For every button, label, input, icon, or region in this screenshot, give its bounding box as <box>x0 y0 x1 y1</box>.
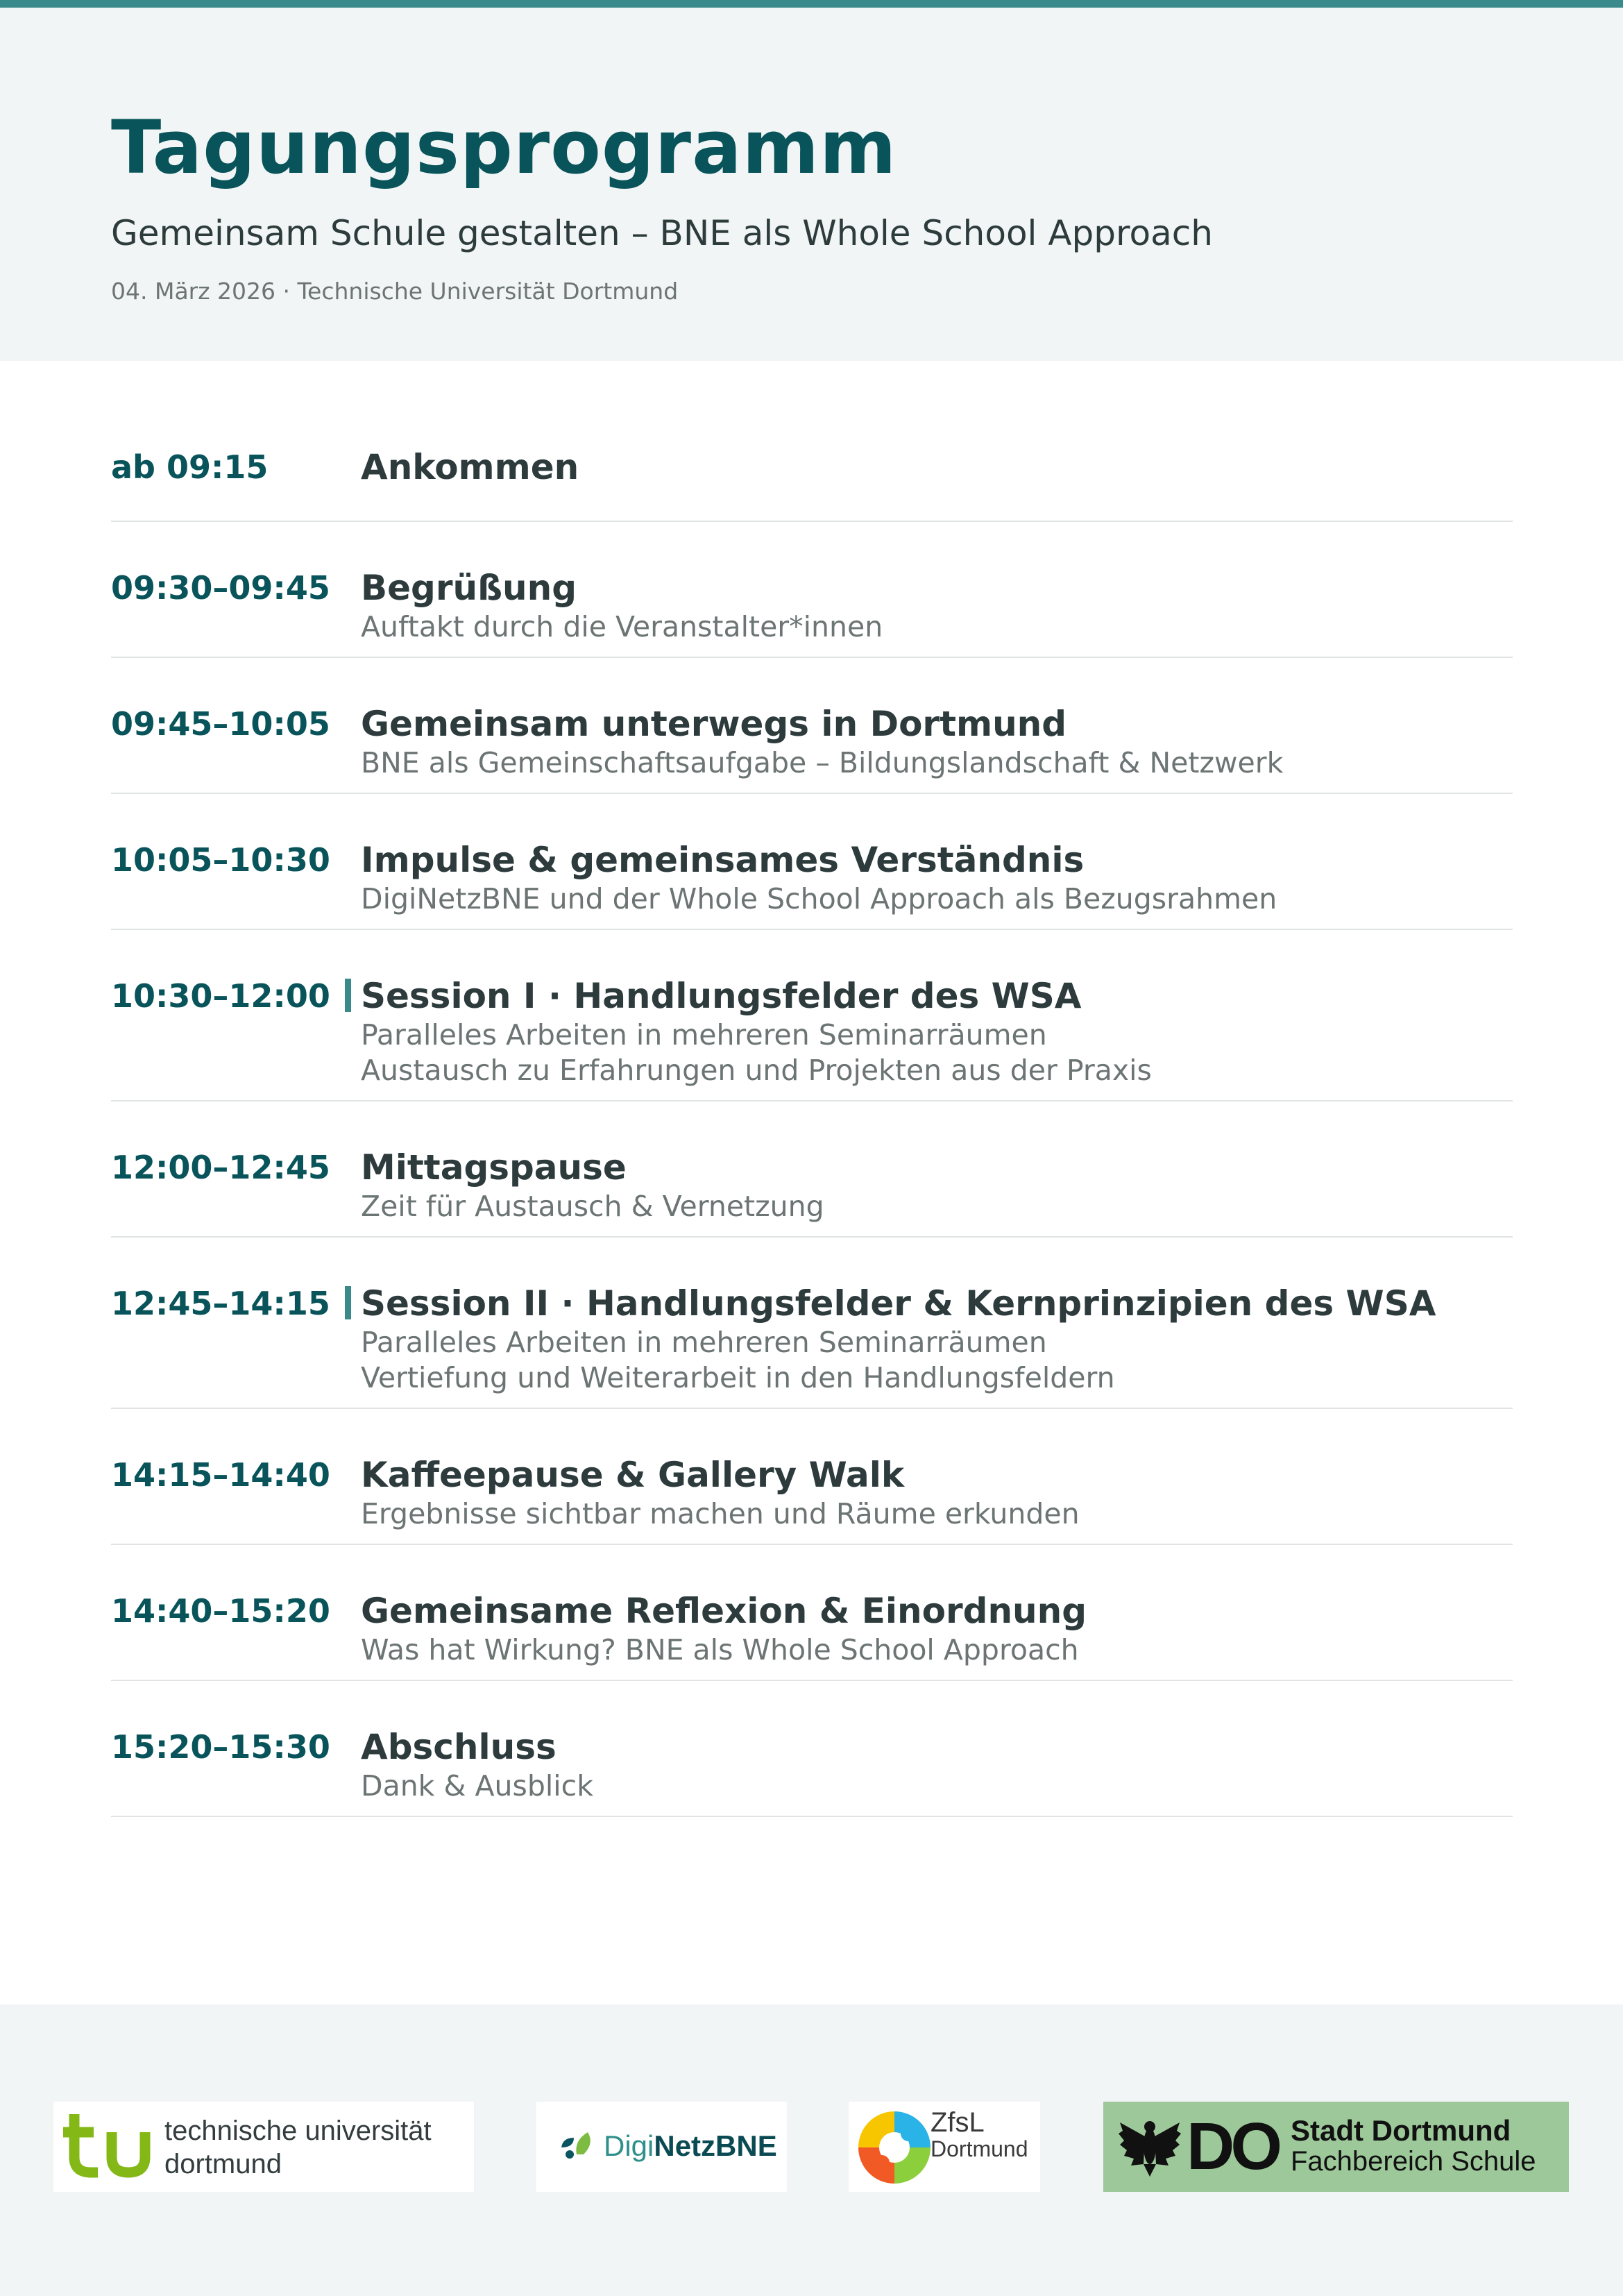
programme-time: ab 09:15 <box>111 448 269 486</box>
programme-row <box>111 658 1513 794</box>
session-accent-marker <box>345 979 351 1012</box>
programme-time: 09:30–09:45 <box>111 569 330 607</box>
programme-row <box>111 522 1513 658</box>
programme-title: Ankommen <box>361 447 579 487</box>
programme-description: Austausch zu Erfahrungen und Projekten aus der Praxis <box>361 1054 1152 1087</box>
programme-description: BNE als Gemeinschaftsaufgabe – Bildungslandschaft & Netzwerk <box>361 746 1284 779</box>
programme-description: Vertiefung und Weiterarbeit in den Handlungsfeldern <box>361 1361 1115 1394</box>
diginetz-wordmark <box>604 2129 777 2163</box>
diginetzbne-logo <box>536 2102 787 2192</box>
stadt-dortmund-logo <box>1103 2102 1569 2192</box>
programme-time: 10:05–10:30 <box>111 841 330 879</box>
stadt-logo-line2: Fachbereich Schule <box>1291 2146 1536 2177</box>
programme-title: Mittagspause <box>361 1147 627 1188</box>
programme-description: Paralleles Arbeiten in mehreren Seminarräumen <box>361 1326 1047 1359</box>
programme-time: 12:00–12:45 <box>111 1149 330 1186</box>
diginetz-leaf-icon <box>556 2122 604 2171</box>
zfsl-dortmund-logo <box>849 2102 1040 2192</box>
session-accent-marker <box>345 1286 351 1319</box>
tu-logo-mark-icon <box>60 2109 158 2185</box>
zfsl-logo-line2: Dortmund <box>931 2136 1028 2161</box>
zfsl-puzzle-icon <box>854 2106 935 2189</box>
programme-title: Gemeinsame Reflexion & Einordnung <box>361 1591 1087 1631</box>
programme-time: 14:40–15:20 <box>111 1592 330 1630</box>
programme-time: 15:20–15:30 <box>111 1728 330 1766</box>
programme-description: Auftakt durch die Veranstalter*innen <box>361 610 883 643</box>
page-subtitle: Gemeinsam Schule gestalten – BNE als Whole School Approach <box>111 213 1213 253</box>
tu-logo-line2: dortmund <box>164 2149 282 2179</box>
programme-time: 09:45–10:05 <box>111 705 330 743</box>
programme-title: Impulse & gemeinsames Verständnis <box>361 840 1085 880</box>
programme-content <box>361 1453 1513 1532</box>
programme-description: Ergebnisse sichtbar machen und Räume erkunden <box>361 1497 1080 1530</box>
zfsl-logo-line1: ZfsL <box>931 2107 985 2138</box>
programme-title: Session II · Handlungsfelder & Kernprinzipien des WSA <box>361 1283 1436 1324</box>
programme-time: 14:15–14:40 <box>111 1456 330 1494</box>
programme-row <box>111 1545 1513 1681</box>
programme-row <box>111 1238 1513 1409</box>
programme-title: Kaffeepause & Gallery Walk <box>361 1455 905 1495</box>
programme-time: 10:30–12:00 <box>111 977 330 1015</box>
programme-description: Paralleles Arbeiten in mehreren Seminarräumen <box>361 1018 1047 1052</box>
programme-title: Abschluss <box>361 1727 556 1767</box>
programme-content <box>361 702 1513 781</box>
programme-content <box>361 974 1513 1088</box>
page-title: Tagungsprogramm <box>111 105 897 190</box>
programme-content <box>361 1282 1513 1396</box>
eagle-crest-icon <box>1119 2116 1181 2178</box>
top-accent-bar <box>0 0 1623 8</box>
programme-time: 12:45–14:15 <box>111 1285 330 1322</box>
programme-description: Zeit für Austausch & Vernetzung <box>361 1190 824 1223</box>
stadt-logo-line1: Stadt Dortmund <box>1291 2114 1511 2147</box>
programme-content <box>361 1589 1513 1668</box>
programme-title: Gemeinsam unterwegs in Dortmund <box>361 704 1067 744</box>
page-header <box>0 8 1623 361</box>
programme-title: Begrüßung <box>361 568 577 608</box>
programme-content <box>361 1725 1513 1804</box>
programme-row <box>111 794 1513 930</box>
programme-list <box>111 361 1513 1817</box>
programme-description: DigiNetzBNE und der Whole School Approach als Bezugsrahmen <box>361 882 1277 915</box>
programme-description: Dank & Ausblick <box>361 1769 593 1803</box>
programme-content <box>361 1146 1513 1224</box>
diginetz-part1: Digi <box>604 2129 654 2162</box>
programme-description: Was hat Wirkung? BNE als Whole School Approach <box>361 1633 1079 1666</box>
event-date-location: 04. März 2026 · Technische Universität Dortmund <box>111 278 679 305</box>
partner-logo-footer <box>0 2004 1623 2296</box>
programme-title: Session I · Handlungsfelder des WSA <box>361 976 1082 1016</box>
programme-row <box>111 361 1513 522</box>
diginetz-part2: NetzBNE <box>654 2129 777 2162</box>
programme-row <box>111 1409 1513 1545</box>
tu-dortmund-logo <box>53 2102 474 2192</box>
programme-row <box>111 1101 1513 1238</box>
stadt-do-mark: DO <box>1187 2109 1278 2184</box>
programme-row <box>111 930 1513 1101</box>
programme-content <box>361 446 1513 489</box>
programme-content <box>361 566 1513 645</box>
programme-row <box>111 1681 1513 1817</box>
tu-logo-line1: technische universität <box>164 2116 432 2146</box>
programme-content <box>361 838 1513 917</box>
